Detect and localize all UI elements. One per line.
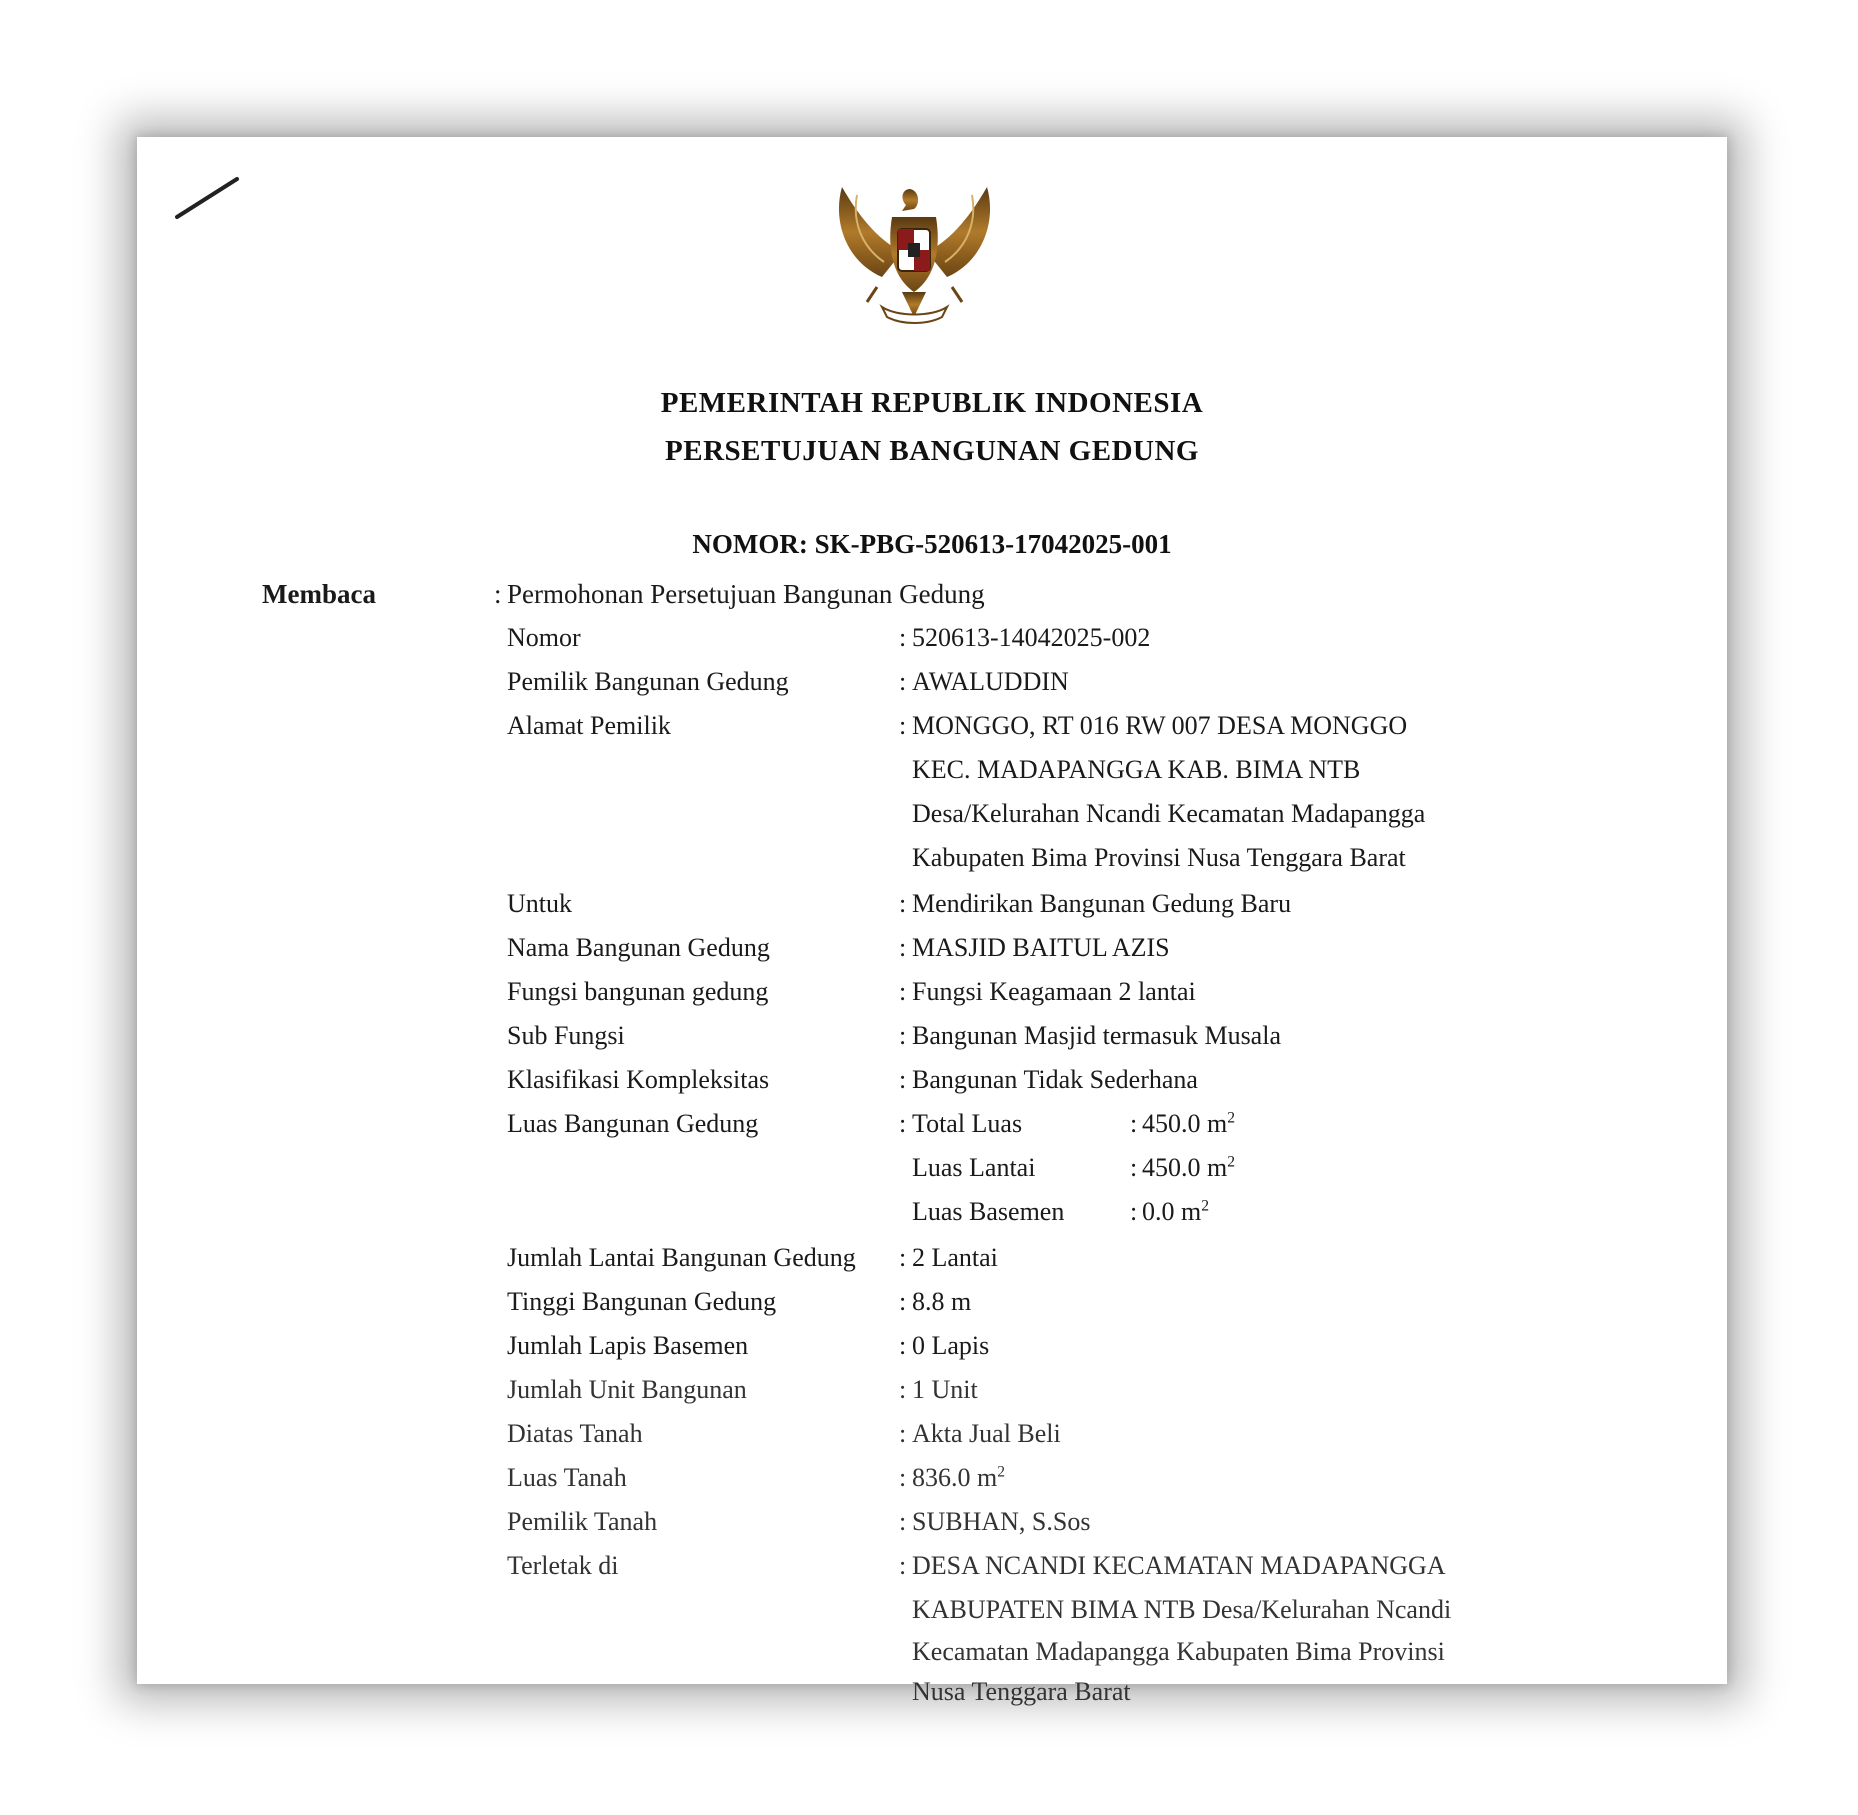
field-value: 836.0 $m^2$ [912,1463,1006,1492]
field-label: Fungsi bangunan gedung [507,977,769,1006]
field-label: Untuk [507,889,572,918]
sub-label: Luas Lantai [912,1153,1036,1182]
field-value: Bangunan Masjid termasuk Musala [912,1021,1281,1050]
field-value: 8.8 m [912,1287,972,1316]
sub-value: 450.0 $m^2$ [1142,1153,1236,1182]
field-value: Kabupaten Bima Provinsi Nusa Tenggara Barat [912,843,1406,872]
document-title: PERSETUJUAN BANGUNAN GEDUNG [665,435,1199,467]
field-value: Bangunan Tidak Sederhana [912,1065,1198,1094]
field-label: Pemilik Tanah [507,1507,658,1536]
field-label: Diatas Tanah [507,1419,643,1448]
field-value: Desa/Kelurahan Ncandi Kecamatan Madapangga [912,799,1426,828]
field-label: Jumlah Lantai Bangunan Gedung [507,1243,856,1272]
sub-value: 0.0 $m^2$ [1142,1197,1210,1226]
field-label: Nomor [507,623,581,652]
field-label: Tinggi Bangunan Gedung [507,1287,777,1316]
field-value: MONGGO, RT 016 RW 007 DESA MONGGO [912,711,1408,740]
document-page: PEMERINTAH REPUBLIK INDONESIA PERSETUJUAN BANGUNAN GEDUNG NOMOR: SK-PBG-520613-17042025-001 Membaca : Permohonan Persetujuan Bangunan Gedung Nomor : 520613-14042025-002 Pemilik Bangunan Gedung : AWALUDDIN Alamat Pemilik : MONGGO, RT 016 RW 007 DESA MONGGO KEC. MADAPANGGA KAB. BIMA NTB Desa/Kelurahan Ncandi Kecamatan Madapangga Kabupaten Bima Provinsi Nusa Tenggara Barat Untuk : Mendirikan Bangunan Gedung Baru Nama Bangunan Gedung : MASJID BAITUL AZIS Fungsi bangunan gedung : Fungsi Keagamaan 2 lantai Sub Fungsi : Bangunan Masjid termasuk Musala Klasifikasi Kompleksitas : Bangunan Tidak Sederhana Luas Bangunan Gedung : Total Luas : 450.0 $m^2$ Luas Lantai : 450.0 $m^2$ Luas Basemen : 0.0 $m^2$ Jumlah Lantai Bangunan Gedung : 2 Lantai Tinggi Bangunan Gedung : 8.8 m Jumlah Lapis Basemen : 0 Lapis Jumlah Unit Bangunan : 1 Unit Diatas Tanah : Akta Jual Beli Luas Tanah : 836.0 $m^2$ Pemilik Tanah : SUBHAN, S.Sos Terletak di : DESA NCANDI KECAMATAN MADAPANGGA KABUPATEN BIMA NTB Desa/Kelurahan Ncandi Kecamatan Madapangga Kabupaten Bima Provinsi Nusa Tenggara Barat [137,137,1727,1684]
sub-label: Luas Basemen [912,1197,1065,1226]
field-label: Luas Tanah [507,1463,627,1492]
pen-mark [173,171,243,221]
field-value: DESA NCANDI KECAMATAN MADAPANGGA [912,1551,1446,1580]
membaca-label: Membaca [262,579,376,609]
field-value: Kecamatan Madapangga Kabupaten Bima Provinsi [912,1637,1445,1666]
field-label: Terletak di [507,1551,619,1580]
field-value: KABUPATEN BIMA NTB Desa/Kelurahan Ncandi [912,1595,1452,1624]
membaca-colon: : [494,579,502,609]
field-label: Nama Bangunan Gedung [507,933,770,962]
sub-value: 450.0 $m^2$ [1142,1109,1236,1138]
field-value: 1 Unit [912,1375,978,1404]
field-label: Klasifikasi Kompleksitas [507,1065,770,1094]
sub-label: Total Luas [912,1109,1023,1138]
field-label: Pemilik Bangunan Gedung [507,667,789,696]
field-value: Fungsi Keagamaan 2 lantai [912,977,1196,1006]
field-value: 0 Lapis [912,1331,990,1360]
field-label: Jumlah Lapis Basemen [507,1331,749,1360]
field-label: Alamat Pemilik [507,711,671,740]
field-label: Luas Bangunan Gedung [507,1109,759,1138]
field-value: 2 Lantai [912,1243,998,1272]
field-value: KEC. MADAPANGGA KAB. BIMA NTB [912,755,1361,784]
government-title: PEMERINTAH REPUBLIK INDONESIA [660,387,1204,419]
field-value: AWALUDDIN [912,667,1069,696]
field-value: 520613-14042025-002 [912,623,1151,652]
field-value: SUBHAN, S.Sos [912,1507,1091,1536]
garuda-emblem-icon [822,167,1007,342]
field-value: Mendirikan Bangunan Gedung Baru [912,889,1292,918]
membaca-text: Permohonan Persetujuan Bangunan Gedung [507,579,985,609]
field-label: Jumlah Unit Bangunan [507,1375,747,1404]
field-label: Sub Fungsi [507,1021,625,1050]
document-number: NOMOR: SK-PBG-520613-17042025-001 [692,529,1172,559]
field-value: MASJID BAITUL AZIS [912,933,1170,962]
field-value: Nusa Tenggara Barat [912,1677,1131,1706]
field-value: Akta Jual Beli [912,1419,1061,1448]
